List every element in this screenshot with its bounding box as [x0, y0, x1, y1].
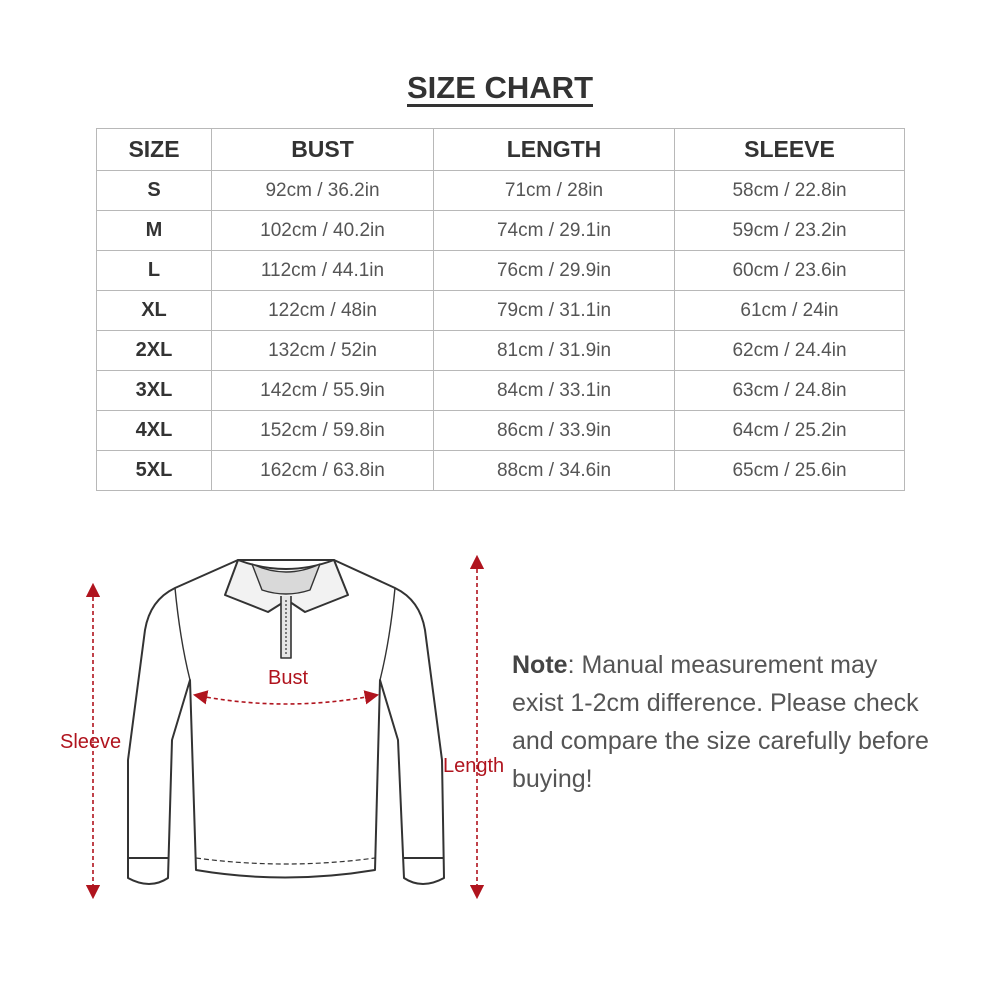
length-cell: 84cm / 33.1in: [434, 371, 675, 411]
header-length: LENGTH: [434, 129, 675, 171]
note-text: : Manual measurement may exist 1-2cm difference. Please check and compare the size carefully before buying!: [512, 651, 929, 793]
shirt-outline: [128, 560, 444, 884]
size-cell: XL: [97, 291, 212, 331]
table-row: [97, 171, 905, 211]
size-cell: 4XL: [97, 411, 212, 451]
length-cell: 81cm / 31.9in: [434, 331, 675, 371]
sleeve-cell: 59cm / 23.2in: [675, 211, 905, 251]
size-table: [96, 128, 905, 491]
length-cell: 71cm / 28in: [434, 171, 675, 211]
table-row: [97, 251, 905, 291]
table-row: [97, 411, 905, 451]
bust-cell: 152cm / 59.8in: [212, 411, 434, 451]
title-text: SIZE CHART: [407, 70, 593, 105]
table-body: [97, 171, 905, 491]
table-row: [97, 371, 905, 411]
length-cell: 79cm / 31.1in: [434, 291, 675, 331]
length-label: Length: [443, 755, 505, 777]
sleeve-label: Sleeve: [60, 731, 122, 753]
length-cell: 76cm / 29.9in: [434, 251, 675, 291]
sleeve-cell: 64cm / 25.2in: [675, 411, 905, 451]
size-cell: 5XL: [97, 451, 212, 491]
table-row: [97, 211, 905, 251]
header-bust: BUST: [212, 129, 434, 171]
table-row: [97, 451, 905, 491]
length-cell: 74cm / 29.1in: [434, 211, 675, 251]
sleeve-cell: 58cm / 22.8in: [675, 171, 905, 211]
table-header-row: [97, 129, 905, 171]
size-cell: 3XL: [97, 371, 212, 411]
size-cell: S: [97, 171, 212, 211]
note-label: Note: [512, 651, 568, 679]
size-cell: M: [97, 211, 212, 251]
bust-cell: 112cm / 44.1in: [212, 251, 434, 291]
bust-cell: 132cm / 52in: [212, 331, 434, 371]
length-cell: 86cm / 33.9in: [434, 411, 675, 451]
sleeve-cell: 65cm / 25.6in: [675, 451, 905, 491]
bust-cell: 142cm / 55.9in: [212, 371, 434, 411]
size-cell: 2XL: [97, 331, 212, 371]
bust-cell: 162cm / 63.8in: [212, 451, 434, 491]
sleeve-cell: 62cm / 24.4in: [675, 331, 905, 371]
bust-cell: 122cm / 48in: [212, 291, 434, 331]
note-paragraph: [512, 646, 932, 798]
length-cell: 88cm / 34.6in: [434, 451, 675, 491]
bust-cell: 92cm / 36.2in: [212, 171, 434, 211]
header-size: SIZE: [97, 129, 212, 171]
sleeve-cell: 60cm / 23.6in: [675, 251, 905, 291]
table-row: [97, 331, 905, 371]
bust-cell: 102cm / 40.2in: [212, 211, 434, 251]
header-sleeve: SLEEVE: [675, 129, 905, 171]
bust-label: Bust: [268, 667, 309, 689]
sleeve-cell: 63cm / 24.8in: [675, 371, 905, 411]
sleeve-cell: 61cm / 24in: [675, 291, 905, 331]
page-title: [0, 70, 1000, 106]
size-cell: L: [97, 251, 212, 291]
table-row: [97, 291, 905, 331]
